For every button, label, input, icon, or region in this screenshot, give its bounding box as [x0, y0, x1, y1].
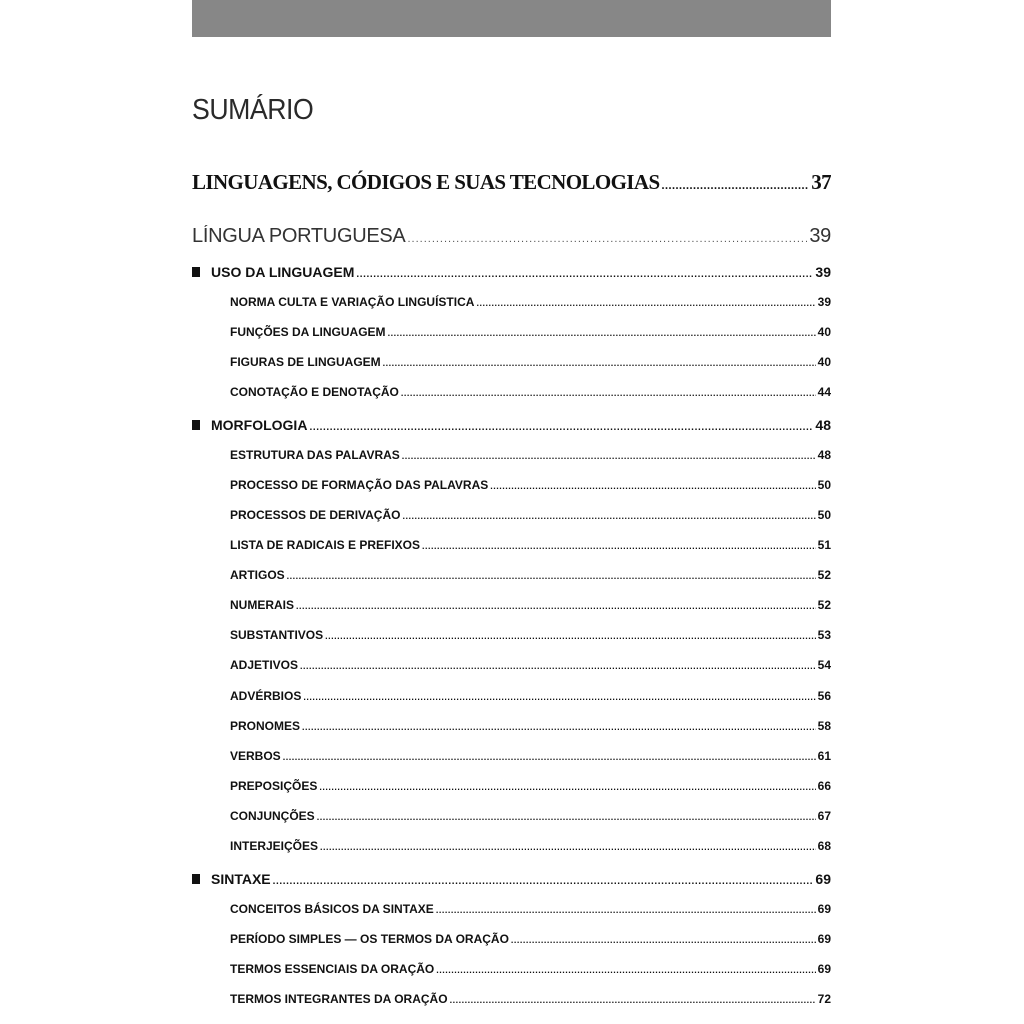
- dot-leader: [476, 298, 815, 308]
- toc-item-page: 39: [817, 295, 831, 309]
- toc-item-page: 69: [817, 902, 831, 916]
- toc-item-entry[interactable]: [230, 448, 831, 462]
- toc-item-page: 54: [817, 658, 831, 672]
- toc-item-entry[interactable]: [230, 355, 831, 369]
- toc-subject-label: LÍNGUA PORTUGUESA: [192, 225, 406, 247]
- toc-item-page: 51: [817, 538, 831, 552]
- dot-leader: [319, 782, 815, 792]
- toc-item-page: 53: [817, 628, 831, 642]
- square-bullet-icon: [192, 267, 200, 277]
- dot-leader: [662, 178, 810, 193]
- dot-leader: [325, 631, 816, 641]
- toc-item-page: 50: [817, 508, 831, 522]
- toc-item-label: PERÍODO SIMPLES — OS TERMOS DA ORAÇÃO: [230, 932, 509, 946]
- toc-item-label: CONJUNÇÕES: [230, 809, 315, 823]
- toc-item-page: 50: [817, 478, 831, 492]
- toc-item-label: PREPOSIÇÕES: [230, 779, 318, 793]
- toc-part-page: 37: [811, 170, 831, 194]
- toc-item-label: CONCEITOS BÁSICOS DA SINTAXE: [230, 902, 434, 916]
- toc-item-entry[interactable]: [230, 628, 831, 642]
- toc-item-page: 40: [817, 355, 831, 369]
- toc-item-label: PROCESSOS DE DERIVAÇÃO: [230, 508, 401, 522]
- toc-item-label: NORMA CULTA E VARIAÇÃO LINGUÍSTICA: [230, 295, 475, 309]
- dot-leader: [283, 752, 816, 762]
- toc-item-label: ESTRUTURA DAS PALAVRAS: [230, 448, 400, 462]
- toc-item-entry[interactable]: [230, 508, 831, 522]
- dot-leader: [422, 541, 816, 551]
- toc-item-entry[interactable]: [230, 385, 831, 399]
- toc-item-entry[interactable]: [230, 992, 831, 1006]
- toc-item-page: 48: [817, 448, 831, 462]
- toc-item-label: SUBSTANTIVOS: [230, 628, 324, 642]
- dot-leader: [401, 388, 816, 398]
- dot-leader: [388, 328, 816, 338]
- toc-subject-page: 39: [809, 225, 831, 247]
- toc-item-entry[interactable]: [230, 538, 831, 552]
- toc-chapter-label: MORFOLOGIA: [211, 417, 308, 433]
- toc-item-entry[interactable]: [230, 902, 831, 916]
- dot-leader: [490, 481, 815, 491]
- square-bullet-icon: [192, 874, 200, 884]
- toc-item-label: FUNÇÕES DA LINGUAGEM: [230, 325, 386, 339]
- toc-item-entry[interactable]: [230, 962, 831, 976]
- toc-chapter-page: 48: [815, 417, 831, 433]
- toc-chapter-entry[interactable]: [192, 264, 831, 280]
- toc-item-label: TERMOS ESSENCIAIS DA ORAÇÃO: [230, 962, 435, 976]
- dot-leader: [273, 876, 814, 887]
- toc-item-label: CONOTAÇÃO E DENOTAÇÃO: [230, 385, 399, 399]
- dot-leader: [300, 661, 816, 671]
- toc-item-label: ADJETIVOS: [230, 658, 299, 672]
- toc-item-label: FIGURAS DE LINGUAGEM: [230, 355, 381, 369]
- toc-item-label: LISTA DE RADICAIS E PREFIXOS: [230, 538, 421, 552]
- toc-part-entry[interactable]: [192, 170, 831, 195]
- toc-item-entry[interactable]: [230, 658, 831, 672]
- toc-chapter-label: USO DA LINGUAGEM: [211, 264, 355, 280]
- square-bullet-icon: [192, 420, 200, 430]
- toc-item-label: ARTIGOS: [230, 568, 285, 582]
- toc-item-entry[interactable]: [230, 932, 831, 946]
- toc-item-entry[interactable]: [230, 325, 831, 339]
- toc-item-entry[interactable]: [230, 809, 831, 823]
- dot-leader: [320, 842, 816, 852]
- toc-item-page: 61: [817, 749, 831, 763]
- toc-item-entry[interactable]: [230, 839, 831, 853]
- toc-item-label: TERMOS INTEGRANTES DA ORAÇÃO: [230, 992, 448, 1006]
- toc-item-entry[interactable]: [230, 295, 831, 309]
- toc-item-page: 68: [817, 839, 831, 853]
- toc-chapter-label: SINTAXE: [211, 871, 271, 887]
- dot-leader: [356, 269, 813, 280]
- dot-leader: [317, 812, 816, 822]
- toc-item-page: 56: [817, 689, 831, 703]
- toc-item-page: 69: [817, 932, 831, 946]
- toc-item-entry[interactable]: [230, 779, 831, 793]
- header-bar: [192, 0, 831, 37]
- toc-item-page: 58: [817, 719, 831, 733]
- dot-leader: [296, 601, 816, 611]
- toc-item-label: VERBOS: [230, 749, 281, 763]
- toc-item-label: INTERJEIÇÕES: [230, 839, 319, 853]
- toc-subject-entry[interactable]: [192, 225, 831, 248]
- dot-leader: [302, 722, 816, 732]
- toc-item-entry[interactable]: [230, 478, 831, 492]
- toc-item-page: 52: [817, 568, 831, 582]
- toc-item-entry[interactable]: [230, 749, 831, 763]
- dot-leader: [383, 358, 816, 368]
- toc-chapter-page: 69: [815, 871, 831, 887]
- toc-item-entry[interactable]: [230, 689, 831, 703]
- dot-leader: [287, 571, 816, 581]
- toc-item-page: 69: [817, 962, 831, 976]
- dot-leader: [402, 451, 816, 461]
- toc-item-page: 66: [817, 779, 831, 793]
- dot-leader: [303, 692, 815, 702]
- toc-part-label: LINGUAGENS, CÓDIGOS E SUAS TECNOLOGIAS: [192, 170, 660, 194]
- toc-item-page: 52: [817, 598, 831, 612]
- toc-item-entry[interactable]: [230, 568, 831, 582]
- toc-item-label: ADVÉRBIOS: [230, 689, 302, 703]
- toc-item-entry[interactable]: [230, 598, 831, 612]
- toc-item-page: 72: [817, 992, 831, 1006]
- toc-chapter-entry[interactable]: [192, 417, 831, 433]
- toc-chapter-entry[interactable]: [192, 871, 831, 887]
- toc-item-label: NUMERAIS: [230, 598, 295, 612]
- dot-leader: [511, 935, 816, 945]
- dot-leader: [309, 422, 813, 433]
- dot-leader: [436, 905, 816, 915]
- toc-item-page: 44: [817, 385, 831, 399]
- toc-item-page: 67: [817, 809, 831, 823]
- toc-chapter-page: 39: [815, 264, 831, 280]
- toc-item-entry[interactable]: [230, 719, 831, 733]
- dot-leader: [402, 511, 815, 521]
- dot-leader: [450, 995, 816, 1005]
- dot-leader: [407, 233, 807, 245]
- toc-item-page: 40: [817, 325, 831, 339]
- toc-item-label: PRONOMES: [230, 719, 301, 733]
- dot-leader: [436, 965, 815, 975]
- toc-item-label: PROCESSO DE FORMAÇÃO DAS PALAVRAS: [230, 478, 489, 492]
- page-title: SUMÁRIO: [192, 94, 314, 126]
